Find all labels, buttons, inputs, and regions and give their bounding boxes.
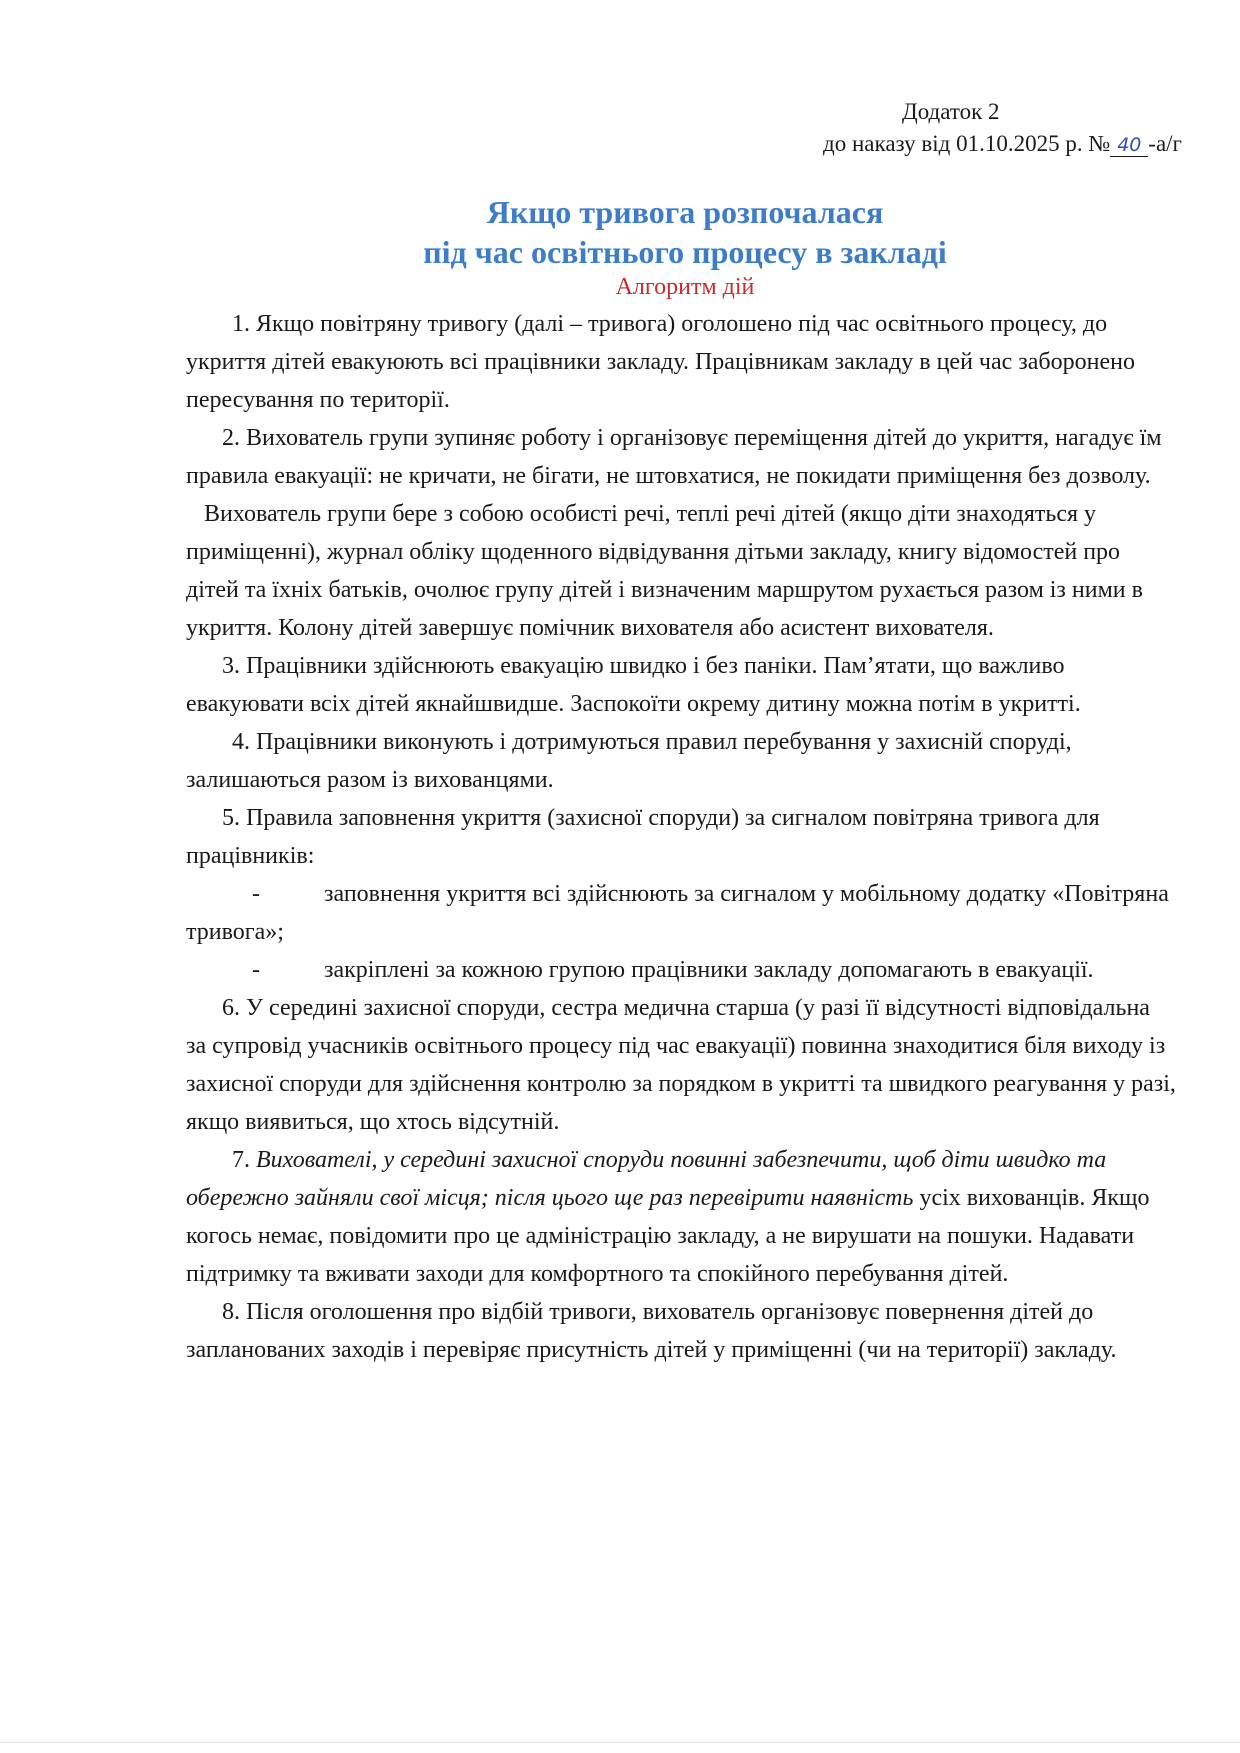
document-title-block: [0, 192, 1240, 302]
scan-edge-line: [0, 1742, 1240, 1743]
paragraph-7-rest: усіх вихованців. Якщо когось немає, повідомити про це адміністрацію закладу, а не вирушати на пошуки. Надавати підтримку та вживати заходи для комфортного та спокійного перебування дітей.: [186, 1185, 1150, 1287]
order-reference: [762, 128, 1182, 160]
order-number-handwritten: [1110, 133, 1148, 157]
document-body: [186, 305, 1176, 1369]
paragraph-7: [186, 1141, 1176, 1293]
appendix-label: Додаток 2: [902, 99, 1000, 124]
paragraph-7-italic: Вихователі, у середині захисної споруди повинні забезпечити, щоб діти швидко та обережно зайняли свої місця; після цього ще раз перевірити наявність: [186, 1147, 1107, 1211]
order-suffix: -а/г: [1148, 131, 1182, 156]
paragraph-5: 5. Правила заповнення укриття (захисної споруди) за сигналом повітряна тривога для працівників:: [186, 805, 1100, 869]
title-line-1: Якщо тривога розпочалася: [486, 194, 884, 230]
paragraph-5-item-2: [186, 951, 1176, 989]
order-number-value: 40: [1117, 134, 1142, 156]
paragraph-2-continued: Вихователь групи бере з собою особисті речі, теплі речі дітей (якщо діти знаходяться у приміщенні), журнал обліку щоденного відвідування дітьми закладу, книгу відомостей про дітей та їхніх батьків, очолює групу дітей і визначеним маршрутом рухається разом із ними в укриття. Колону дітей завершує помічник вихователя або асистент вихователя.: [186, 501, 1143, 641]
item-2-text: закріплені за кожною групою працівники закладу допомагають в евакуації.: [324, 957, 1094, 983]
appendix-header: [762, 96, 1182, 160]
paragraph-4: 4. Працівники виконують і дотримуються правил перебування у захисній споруді, залишаються разом із вихованцями.: [186, 729, 1072, 793]
paragraph-3: 3. Працівники здійснюють евакуацію швидко і без паніки. Пам’ятати, що важливо евакуювати всіх дітей якнайшвидше. Заспокоїти окрему дитину можна потім в укритті.: [186, 653, 1081, 717]
title-line-2: під час освітнього процесу в закладі: [423, 234, 947, 270]
item-1-text: заповнення укриття всі здійснюють за сигналом у мобільному додатку «Повітряна тривога»;: [186, 881, 1169, 945]
paragraph-6: 6. У середині захисної споруди, сестра медична старша (у разі її відсутності відповідальна за супровід учасників освітнього процесу під час евакуації) повинна знаходитися біля виходу із захисної споруди для здійснення контролю за порядком в укритті та швидкого реагування у разі, якщо виявиться, що хтось відсутній.: [186, 995, 1176, 1135]
dash-marker: -: [252, 957, 260, 983]
order-prefix: до наказу від 01.10.2025 р. №: [823, 131, 1111, 156]
paragraph-7-number: 7.: [232, 1147, 256, 1173]
paragraph-5-item-1: [186, 875, 1176, 951]
paragraph-2: 2. Вихователь групи зупиняє роботу і організовує переміщення дітей до укриття, нагадує їм правила евакуації: не кричати, не бігати, не штовхатися, не покидати приміщення без дозволу.: [186, 425, 1162, 489]
dash-marker: -: [252, 881, 260, 907]
paragraph-1: 1. Якщо повітряну тривогу (далі – тривога) оголошено під час освітнього процесу, до укриття дітей евакуюють всі працівники закладу. Працівникам закладу в цей час заборонено пересування по території.: [186, 311, 1135, 413]
subtitle: Алгоритм дій: [615, 274, 755, 300]
paragraph-8: 8. Після оголошення про відбій тривоги, вихователь організовує повернення дітей до запланованих заходів і перевіряє присутність дітей у приміщенні (чи на території) закладу.: [186, 1299, 1117, 1363]
